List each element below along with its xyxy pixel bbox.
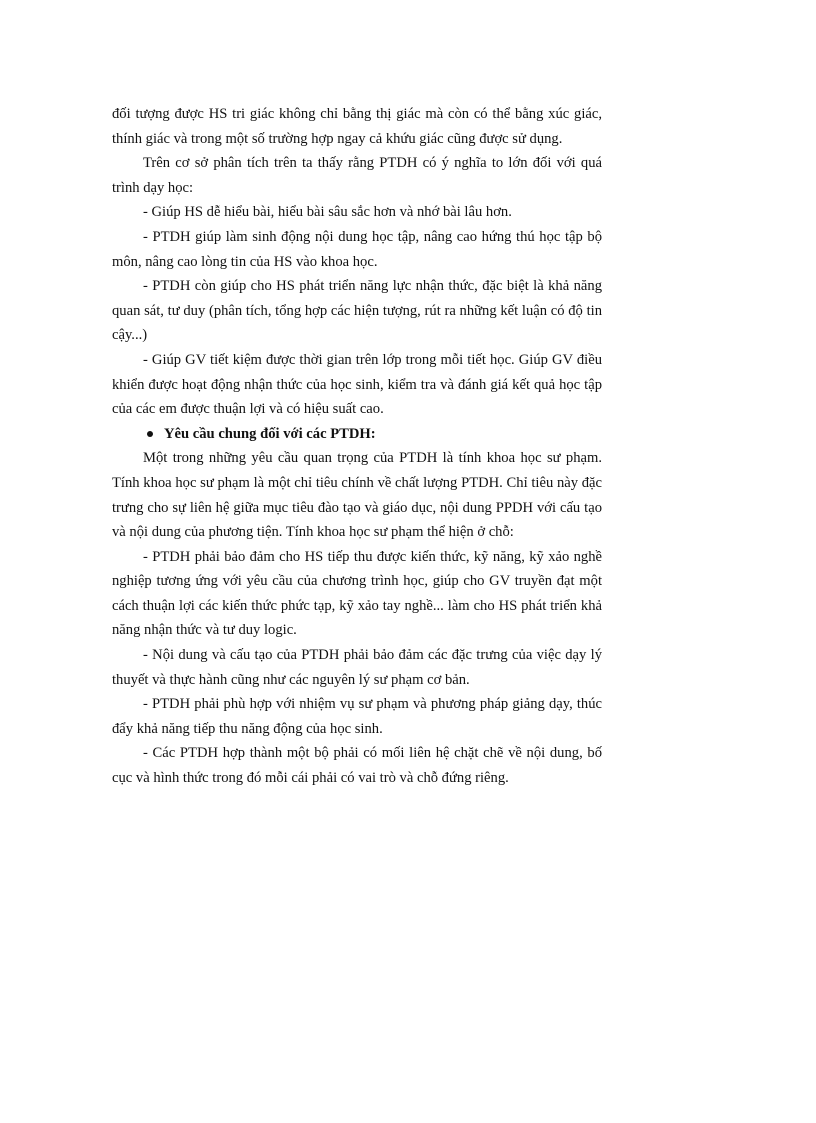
list-item-cognition: - PTDH còn giúp cho HS phát triển năng lực nhận thức, đặc biệt là khả năng quan sát, tư duy (phân tích, tổng hợp các hiện tượng, rút ra những kết luận có độ tin cậy...)	[112, 278, 602, 344]
section-heading-text: Yêu cầu chung đối với các PTDH:	[164, 425, 376, 442]
paragraph-continuation: đối tượng được HS tri giác không chỉ bằng thị giác mà còn có thể bằng xúc giác, thính giác và trong một số trường hợp ngay cả khứu giác cũng được sử dụng.	[112, 106, 602, 147]
list-item-suitability: - PTDH phải phù hợp với nhiệm vụ sư phạm và phương pháp giảng dạy, thúc đẩy khả năng tiếp thu năng động của học sinh.	[112, 696, 602, 737]
paragraph-intro-significance: Trên cơ sở phân tích trên ta thấy rằng PTDH có ý nghĩa to lớn đối với quá trình dạy học:	[112, 155, 602, 196]
list-item-teacher-time: - Giúp GV tiết kiệm được thời gian trên lớp trong mỗi tiết học. Giúp GV điều khiển được hoạt động nhận thức của học sinh, kiểm tra và đánh giá kết quả học tập của các em được thuận lợi và có hiệu suất cao.	[112, 351, 602, 418]
list-item-content-structure: - Nội dung và cấu tạo của PTDH phải bảo đảm các đặc trưng của việc dạy lý thuyết và thực hành cũng như các nguyên lý sư phạm cơ bản.	[112, 647, 602, 688]
list-item-cohesion: - Các PTDH hợp thành một bộ phải có mối liên hệ chặt chẽ về nội dung, bố cục và hình thức trong đó mỗi cái phải có vai trò và chỗ đứng riêng.	[112, 745, 602, 787]
list-item-understanding: - Giúp HS dễ hiểu bài, hiểu bài sâu sắc hơn và nhớ bài lâu hơn.	[143, 204, 512, 221]
document-page	[112, 102, 602, 791]
section-heading	[112, 422, 602, 447]
list-item-knowledge-skills: - PTDH phải bảo đảm cho HS tiếp thu được kiến thức, kỹ năng, kỹ xảo nghề nghiệp tương ứng với yêu cầu của chương trình học, giúp cho GV truyền đạt một cách thuận lợi các kiến thức phức tạp, kỹ xảo tay nghề... làm cho HS phát triển khả năng nhận thức và tư duy logic.	[112, 548, 602, 639]
bullet-icon	[147, 431, 153, 437]
paragraph-pedagogical-science: Một trong những yêu cầu quan trọng của PTDH là tính khoa học sư phạm. Tính khoa học sư phạm là một chỉ tiêu chính về chất lượng PTDH. Chỉ tiêu này đặc trưng cho sự liên hệ giữa mục tiêu đào tạo và giáo dục, nội dung PPDH với cấu tạo và nội dung của phương tiện. Tính khoa học sư phạm thể hiện ở chỗ:	[112, 450, 602, 541]
list-item-engagement: - PTDH giúp làm sinh động nội dung học tập, nâng cao hứng thú học tập bộ môn, nâng cao lòng tin của HS vào khoa học.	[112, 228, 602, 270]
